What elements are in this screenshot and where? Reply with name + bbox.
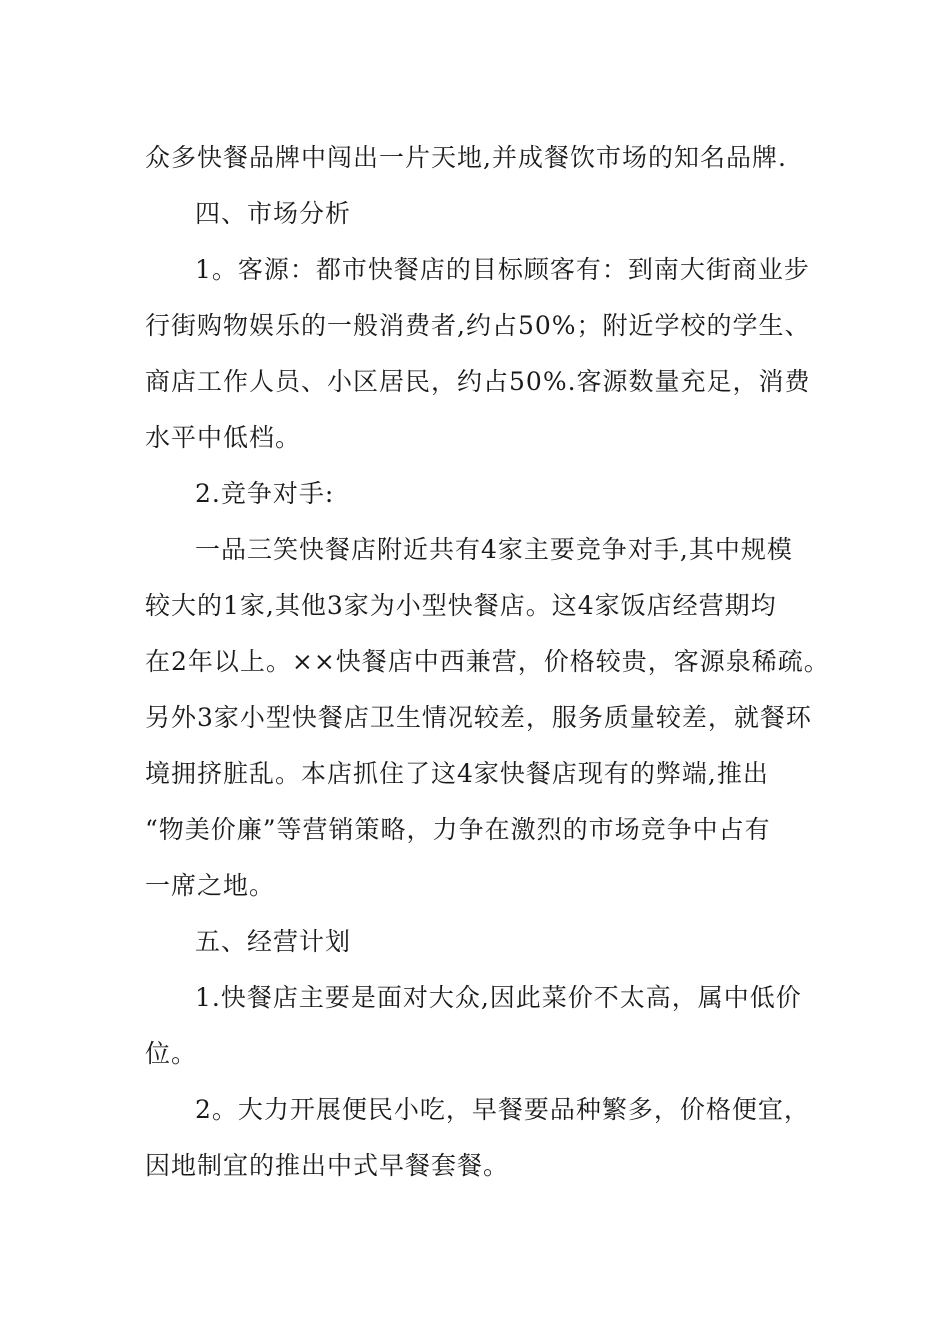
paragraph-line: 境拥挤脏乱。本店抓住了这4家快餐店现有的弊端,推出 (145, 759, 769, 788)
paragraph-line: 一席之地。 (145, 871, 276, 900)
paragraph-line: 较大的1家,其他3家为小型快餐店。这4家饭店经营期均 (145, 591, 777, 620)
subheading-competitors: 2.竞争对手: (195, 479, 335, 508)
paragraph-line: 一品三笑快餐店附近共有4家主要竞争对手,其中规模 (195, 535, 793, 564)
section-heading-business-plan: 五、经营计划 (195, 927, 352, 956)
document-body (145, 130, 835, 1194)
paragraph-line: 位。 (145, 1039, 198, 1068)
paragraph-line: 众多快餐品牌中闯出一片天地,并成餐饮市场的知名品牌. (145, 143, 787, 172)
paragraph-line: 行街购物娱乐的一般消费者,约占50%；附近学校的学生、 (145, 311, 811, 340)
paragraph-line: 商店工作人员、小区居民，约占50%.客源数量充足，消费 (145, 367, 811, 396)
paragraph-line: “物美价廉”等营销策略，力争在激烈的市场竞争中占有 (145, 815, 771, 844)
paragraph-line: 1。客源：都市快餐店的目标顾客有：到南大街商业步 (195, 255, 810, 284)
paragraph-line: 在2年以上。××快餐店中西兼营，价格较贵，客源泉稀疏。 (145, 647, 830, 676)
paragraph-line: 因地制宜的推出中式早餐套餐。 (145, 1151, 510, 1180)
section-heading-market-analysis: 四、市场分析 (195, 199, 352, 228)
paragraph-line: 1.快餐店主要是面对大众,因此菜价不太高，属中低价 (195, 983, 802, 1012)
paragraph-line: 另外3家小型快餐店卫生情况较差，服务质量较差，就餐环 (145, 703, 812, 732)
paragraph-line: 2。大力开展便民小吃，早餐要品种繁多，价格便宜， (195, 1095, 810, 1124)
paragraph-line: 水平中低档。 (145, 423, 302, 452)
